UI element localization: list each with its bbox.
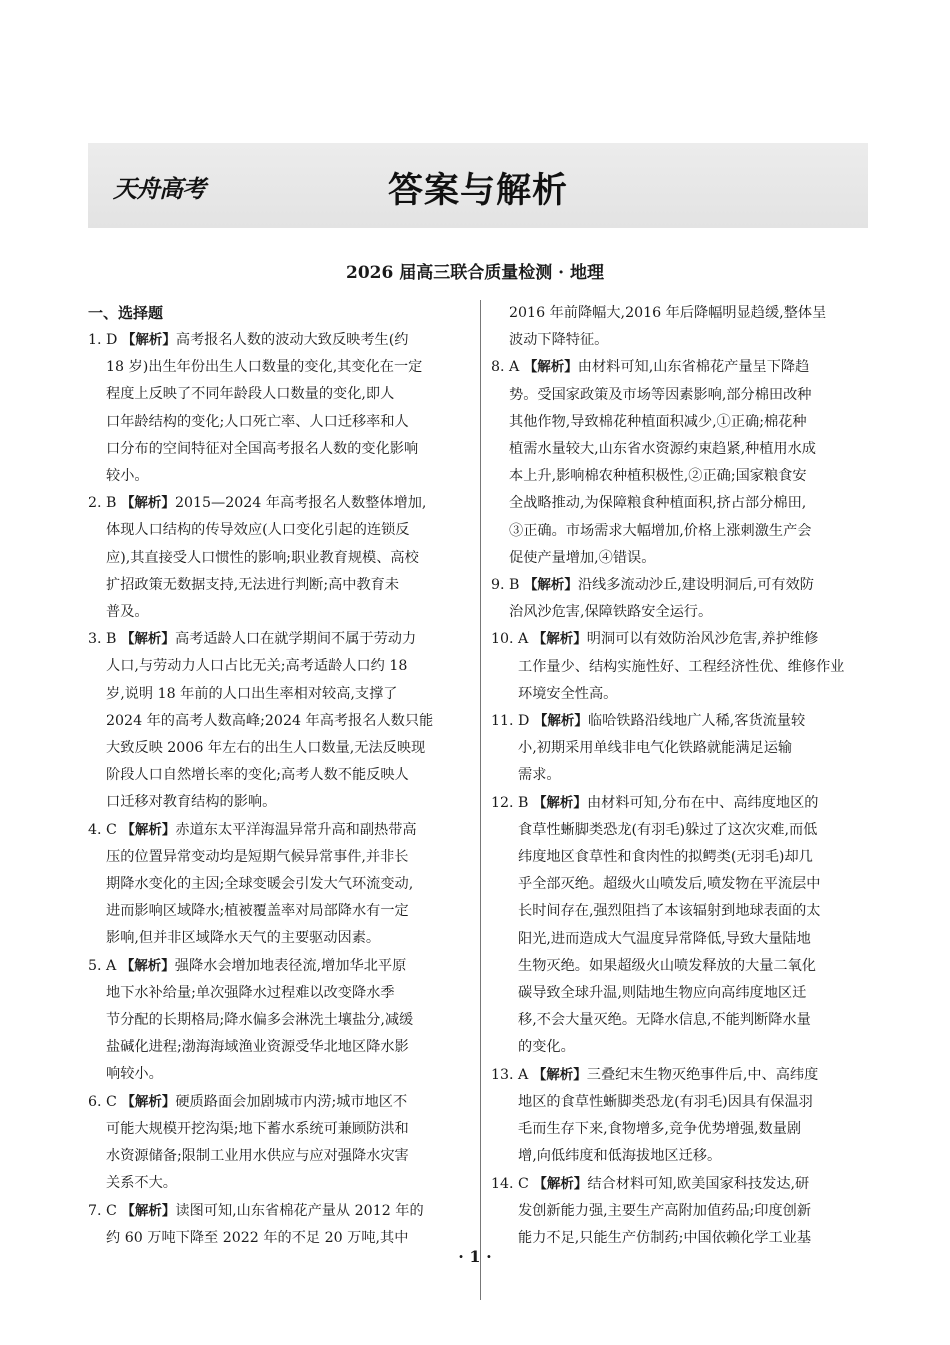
answer-text (106, 626, 465, 653)
answer-line: 由材料可知,山东省棉花产量呈下降趋 (577, 359, 810, 376)
answer-item (88, 490, 465, 626)
analysis-tag: 【解析】 (532, 631, 587, 648)
answer-letter: A (106, 957, 121, 974)
answer-text (106, 327, 465, 354)
brand-logo: 天舟高考 (113, 175, 205, 203)
answer-first-line (88, 327, 465, 354)
question-number: 12. (491, 794, 514, 811)
answer-line: 环境安全性高。 (518, 685, 618, 702)
answer-line: 食草性蜥脚类恐龙(有羽毛)躲过了这次灾难,而低 (518, 821, 818, 838)
answer-line: 毛而生存下来,食物增多,竞争优势增强,数量剧 (518, 1121, 802, 1138)
answer-text (106, 490, 465, 517)
answer-letter: C (106, 1093, 122, 1110)
question-number: 5. (88, 957, 102, 974)
answer-line: 口迁移对教育结构的影响。 (106, 794, 277, 811)
answer-text (518, 708, 868, 735)
answer-text (106, 953, 465, 980)
answer-line: 2016 年前降幅大,2016 年后降幅明显趋缓,整体呈 (509, 305, 827, 321)
answer-line: 由材料可知,分布在中、高纬度地区的 (586, 794, 819, 811)
answer-line: 地下水补给量;单次强降水过程难以改变降水季 (106, 984, 395, 1001)
answer-first-line (88, 626, 465, 653)
answer-text (106, 1198, 465, 1225)
answer-item (491, 708, 868, 790)
answer-item (88, 626, 465, 816)
answer-line: 长时间存在,强烈阻挡了本该辐射到地球表面的太 (518, 903, 821, 920)
answer-item (491, 354, 868, 572)
answer-line: 人口,与劳动力人口占比无关;高考适龄人口约 18 (106, 658, 408, 675)
answer-line: 势。受国家政策及市场等因素影响,部分棉田改种 (509, 386, 812, 403)
question-number: 8. (491, 359, 505, 376)
answer-line: 植需水量较大,山东省水资源约束趋紧,种植用水成 (509, 441, 816, 458)
answer-item (88, 817, 465, 953)
answer-line: 促使产量增加,④错误。 (509, 549, 656, 566)
answer-line: 的变化。 (518, 1039, 575, 1056)
answer-line: 强降水会增加地表径流,增加华北平原 (174, 957, 407, 974)
answer-line: 岁,说明 18 年前的人口出生率相对较高,支撑了 (106, 685, 398, 702)
answer-line: 进而影响区域降水;植被覆盖率对局部降水有一定 (106, 903, 409, 920)
answer-line: 影响,但并非区域降水天气的主要驱动因素。 (106, 930, 381, 947)
answer-line: 较小。 (106, 468, 149, 485)
answer-line: 能力不足,只能生产仿制药;中国依赖化学工业基 (518, 1229, 812, 1246)
answer-line: 普及。 (106, 604, 149, 621)
answer-first-line (88, 1089, 465, 1116)
answer-line: 关系不大。 (106, 1175, 177, 1192)
answer-item (491, 1171, 868, 1253)
answer-line: 需求。 (518, 767, 561, 784)
banner-title: 答案与解析 (388, 171, 569, 211)
answer-line: 节分配的长期格局;降水偏多会淋洗土壤盐分,减缓 (106, 1012, 414, 1029)
question-number: 14. (491, 1175, 514, 1192)
answer-line: 本上升,影响棉农种植积极性,②正确;国家粮食安 (509, 468, 807, 485)
header-banner (88, 143, 868, 228)
answer-item (88, 327, 465, 490)
answer-text (518, 790, 868, 817)
answer-line: 生物灭绝。如果超级火山喷发释放的大量二氧化 (518, 957, 816, 974)
answer-first-line (88, 1198, 465, 1225)
analysis-tag: 【解析】 (121, 1093, 176, 1110)
answer-letter: B (518, 794, 533, 811)
answer-line: 其他作物,导致棉花种植面积减少,①正确;棉花种 (509, 413, 807, 430)
answer-line: 读图可知,山东省棉花产量从 2012 年的 (175, 1202, 424, 1219)
left-answer-list (88, 327, 465, 1252)
answer-text (106, 1089, 465, 1116)
answer-item (88, 953, 465, 1089)
question-number: 2. (88, 495, 102, 512)
analysis-tag: 【解析】 (533, 713, 588, 730)
answer-letter: C (518, 1175, 534, 1192)
answer-line: 口分布的空间特征对全国高考报名人数的变化影响 (106, 440, 419, 457)
answer-text (518, 1171, 868, 1198)
answer-line: 大致反映 2006 年左右的出生人口数量,无法反映现 (106, 740, 426, 757)
answer-first-line (491, 790, 868, 817)
right-answer-list (491, 354, 868, 1252)
document-title: 2026 届高三联合质量检测 · 地理 (346, 263, 604, 283)
answer-item (491, 790, 868, 1062)
answer-line: 阳光,进而造成大气温度异常降低,导致大量陆地 (518, 930, 811, 947)
answer-first-line (88, 817, 465, 844)
answer-line: 全战略推动,为保障粮食种植面积,挤占部分棉田, (509, 495, 807, 512)
answer-letter: B (106, 631, 121, 648)
answer-letter: A (518, 631, 533, 648)
answer-item (491, 1062, 868, 1171)
answer-line: ③正确。市场需求大幅增加,价格上涨刺激生产会 (509, 522, 812, 539)
question-number: 6. (88, 1093, 102, 1110)
answer-letter: D (106, 332, 122, 348)
answer-line: 约 60 万吨下降至 2022 年的不足 20 万吨,其中 (106, 1229, 409, 1246)
answer-item (491, 626, 868, 708)
analysis-tag: 【解析】 (120, 631, 175, 648)
answer-letter: A (518, 1066, 533, 1083)
answer-item (88, 1089, 465, 1198)
answer-text (509, 354, 868, 381)
answer-first-line (491, 354, 868, 381)
answer-letter: B (106, 495, 121, 512)
question-number: 1. (88, 332, 102, 348)
answer-first-line (491, 626, 868, 653)
answer-line: 期降水变化的主因;全球变暖会引发大气环流变动, (106, 876, 414, 893)
answer-line: 硬质路面会加剧城市内涝;城市地区不 (175, 1093, 408, 1110)
analysis-tag: 【解析】 (523, 577, 578, 594)
question-number: 11. (491, 713, 514, 730)
answer-line: 应),其直接受人口惯性的影响;职业教育规模、高校 (106, 549, 419, 566)
answer-line: 移,不会大量灭绝。无降水信息,不能判断降水量 (518, 1012, 811, 1029)
answer-letter: D (518, 713, 534, 730)
right-column (491, 300, 868, 1252)
analysis-tag: 【解析】 (120, 957, 175, 974)
answer-line: 口年龄结构的变化;人口死亡率、人口迁移率和人 (106, 413, 409, 430)
answer-text (509, 572, 868, 599)
answer-letter: C (106, 821, 122, 838)
answer-line: 沿线多流动沙丘,建设明洞后,可有效防 (577, 577, 814, 594)
left-column (88, 300, 465, 1252)
answer-line: 发创新能力强,主要生产高附加值药品;印度创新 (518, 1202, 812, 1219)
answer-line: 水资源储备;限制工业用水供应与应对强降水灾害 (106, 1148, 409, 1165)
question-number: 3. (88, 631, 102, 648)
answer-line: 增,向低纬度和低海拔地区迁移。 (518, 1148, 722, 1165)
question-number: 9. (491, 577, 505, 594)
answer-line: 程度上反映了不同年龄段人口数量的变化,即人 (106, 386, 395, 403)
answer-line: 明洞可以有效防治风沙危害,养护维修 (586, 631, 819, 648)
answer-text (518, 626, 868, 653)
answer-line: 赤道东太平洋海温异常升高和副热带高 (175, 821, 417, 838)
answer-line: 结合材料可知,欧美国家科技发达,研 (587, 1175, 810, 1192)
answer-text (518, 1062, 868, 1089)
answer-first-line (491, 1171, 868, 1198)
page-number: · 1 · (458, 1247, 492, 1266)
answer-line: 扩招政策无数据支持,无法进行判断;高中教育未 (106, 576, 400, 593)
answer-letter: C (106, 1202, 122, 1219)
answer-line: 工作量少、结构实施性好、工程经济性优、维修作业 (518, 658, 845, 675)
question-number: 10. (491, 631, 514, 648)
analysis-tag: 【解析】 (532, 794, 587, 811)
answer-line: 地区的食草性蜥脚类恐龙(有羽毛)因具有保温羽 (518, 1093, 813, 1110)
answer-line: 18 岁)出生年份出生人口数量的变化,其变化在一定 (106, 359, 423, 376)
answer-item (88, 1198, 465, 1252)
answer-first-line (491, 708, 868, 735)
analysis-tag: 【解析】 (533, 1175, 588, 1192)
answer-first-line (88, 953, 465, 980)
answer-item (491, 572, 868, 626)
column-divider (480, 300, 481, 1300)
answer-line: 2024 年的高考人数高峰;2024 年高考报名人数只能 (106, 712, 434, 729)
question-number: 4. (88, 821, 102, 838)
answer-line: 治风沙危害,保障铁路安全运行。 (509, 604, 713, 621)
answer-line: 纬度地区食草性和食肉性的拟鳄类(无羽毛)却几 (518, 849, 813, 866)
answer-first-line (88, 490, 465, 517)
answer-first-line (491, 572, 868, 599)
answer-line: 压的位置异常变动均是短期气候异常事件,并非长 (106, 848, 409, 865)
answer-line: 碳导致全球升温,则陆地生物应向高纬度地区迁 (518, 985, 807, 1002)
answer-letter: A (509, 359, 524, 376)
section-heading: 一、选择题 (88, 304, 164, 322)
analysis-tag: 【解析】 (120, 495, 175, 512)
analysis-tag: 【解析】 (121, 1202, 176, 1219)
answer-line: 响较小。 (106, 1066, 163, 1083)
answer-line: 2015—2024 年高考报名人数整体增加, (174, 495, 427, 512)
analysis-tag: 【解析】 (121, 821, 176, 838)
answer-first-line (491, 1062, 868, 1089)
continued-text (491, 300, 868, 354)
analysis-tag: 【解析】 (121, 332, 176, 348)
answer-line: 可能大规模开挖沟渠;地下蓄水系统可兼顾防洪和 (106, 1120, 409, 1137)
analysis-tag: 【解析】 (532, 1066, 587, 1083)
answer-line: 波动下降特征。 (509, 332, 609, 349)
answer-line: 体现人口结构的传导效应(人口变化引起的连锁反 (106, 522, 410, 539)
answer-line: 三叠纪末生物灭绝事件后,中、高纬度 (586, 1066, 819, 1083)
answer-line: 高考报名人数的波动大致反映考生(约 (175, 332, 409, 348)
answer-line: 阶段人口自然增长率的变化;高考人数不能反映人 (106, 767, 409, 784)
answer-line: 盐碱化进程;渤海海域渔业资源受华北地区降水影 (106, 1039, 409, 1056)
answer-line: 临哈铁路沿线地广人稀,客货流量较 (587, 713, 806, 730)
answer-line: 高考适龄人口在就学期间不属于劳动力 (174, 631, 417, 648)
question-number: 7. (88, 1202, 102, 1219)
answer-line: 小,初期采用单线非电气化铁路就能满足运输 (518, 740, 793, 757)
analysis-tag: 【解析】 (523, 359, 578, 376)
answer-text (106, 817, 465, 844)
question-number: 13. (491, 1066, 514, 1083)
answer-line: 乎全部灭绝。超级火山喷发后,喷发物在平流层中 (518, 876, 821, 893)
answer-letter: B (509, 577, 524, 594)
